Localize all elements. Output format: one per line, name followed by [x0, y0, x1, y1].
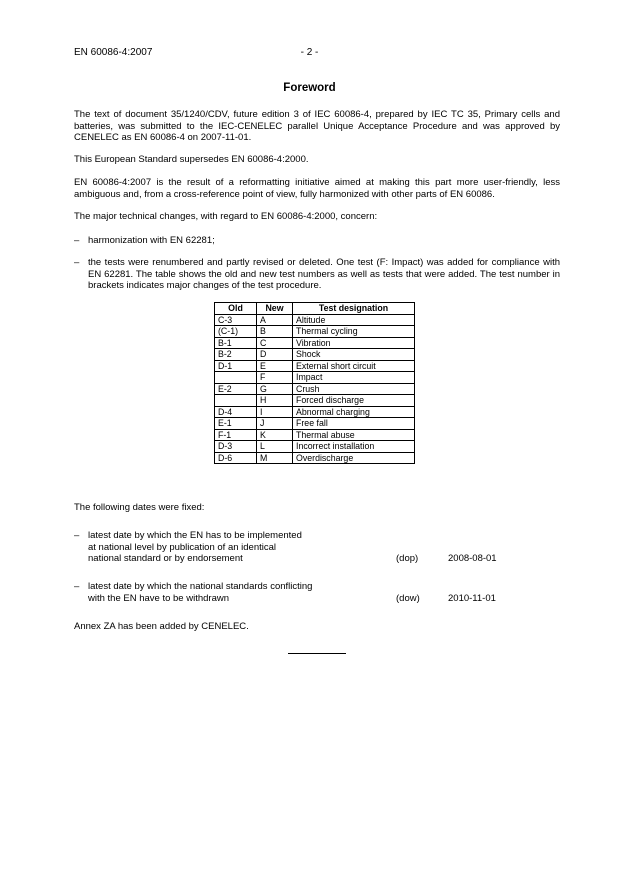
- cell-old: E-1: [215, 418, 257, 430]
- date-description: [88, 530, 388, 565]
- cell-designation: External short circuit: [293, 360, 415, 372]
- page-title: Foreword: [283, 82, 336, 94]
- paragraph-supersedes: This European Standard supersedes EN 60086-4:2000.: [74, 154, 309, 165]
- cell-designation: Crush: [293, 383, 415, 395]
- cell-old: D-1: [215, 360, 257, 372]
- cell-old: D-3: [215, 441, 257, 453]
- end-divider: [288, 653, 346, 654]
- bullet-dash: –: [74, 581, 80, 592]
- cell-old: [215, 395, 257, 407]
- cell-old: E-2: [215, 383, 257, 395]
- cell-new: L: [257, 441, 293, 453]
- cell-new: E: [257, 360, 293, 372]
- paragraph-reformatting: EN 60086-4:2007 is the result of a reformatting initiative aimed at making this part more user-friendly, less ambiguous and, from a cross-reference point of view, fully harmonized with other parts of EN 60086.: [74, 177, 560, 200]
- header-new: New: [257, 303, 293, 315]
- date-description: [88, 581, 388, 604]
- date-description-line: with the EN have to be withdrawn: [88, 592, 229, 604]
- cell-new: M: [257, 452, 293, 464]
- bullet-dash: –: [74, 530, 80, 541]
- cell-new: C: [257, 337, 293, 349]
- cell-designation: Impact: [293, 372, 415, 384]
- cell-new: H: [257, 395, 293, 407]
- cell-new: J: [257, 418, 293, 430]
- table-row: [215, 337, 415, 349]
- date-value: 2010-11-01: [448, 593, 496, 604]
- date-description-line: at national level by publication of an identical: [88, 541, 277, 553]
- table-row: [215, 314, 415, 326]
- cell-designation: Free fall: [293, 418, 415, 430]
- cell-new: I: [257, 406, 293, 418]
- paragraph-intro: The text of document 35/1240/CDV, future edition 3 of IEC 60086-4, prepared by IEC TC 35, Primary cells and batteries, was submitted to the IEC-CENELEC parallel Unique Acceptance Procedure and was approved by CENELEC as EN 60086-4 on 2007-11-01.: [74, 109, 560, 143]
- table-header-row: [215, 303, 415, 315]
- cell-new: B: [257, 326, 293, 338]
- cell-designation: Thermal abuse: [293, 429, 415, 441]
- bullet-dash: –: [74, 235, 80, 246]
- table-row: [215, 395, 415, 407]
- bullet-dash: –: [74, 257, 80, 268]
- cell-old: B-1: [215, 337, 257, 349]
- cell-designation: Forced discharge: [293, 395, 415, 407]
- paragraph-annex: Annex ZA has been added by CENELEC.: [74, 621, 249, 632]
- bullet-text: the tests were renumbered and partly revised or deleted. One test (F: Impact) was added for compliance with EN 62281. The table shows the old and new test numbers as well as tests that were added. The test number in brackets indicates major changes of the test procedure.: [88, 257, 560, 291]
- date-code: (dow): [396, 593, 420, 604]
- cell-new: A: [257, 314, 293, 326]
- cell-old: (C-1): [215, 326, 257, 338]
- cell-old: F-1: [215, 429, 257, 441]
- header-old: Old: [215, 303, 257, 315]
- cell-old: [215, 372, 257, 384]
- header-page-number: - 2 -: [300, 47, 319, 58]
- date-description-line: national standard or by endorsement: [88, 553, 243, 564]
- date-value: 2008-08-01: [448, 553, 497, 564]
- paragraph-changes: The major technical changes, with regard to EN 60086-4:2000, concern:: [74, 211, 378, 222]
- cell-designation: Altitude: [293, 314, 415, 326]
- cell-designation: Overdischarge: [293, 452, 415, 464]
- header-designation: Test designation: [293, 303, 415, 315]
- date-code: (dop): [396, 553, 419, 564]
- cell-old: B-2: [215, 349, 257, 361]
- test-numbers-table: [214, 302, 415, 464]
- table-row: [215, 326, 415, 338]
- table-row: [215, 406, 415, 418]
- table-row: [215, 383, 415, 395]
- cell-designation: Vibration: [293, 337, 415, 349]
- cell-new: K: [257, 429, 293, 441]
- table-row: [215, 418, 415, 430]
- date-description-line: latest date by which the national standards conflicting: [88, 581, 313, 592]
- table-row: [215, 441, 415, 453]
- cell-old: C-3: [215, 314, 257, 326]
- cell-designation: Shock: [293, 349, 415, 361]
- cell-designation: Thermal cycling: [293, 326, 415, 338]
- table-row: [215, 452, 415, 464]
- cell-new: G: [257, 383, 293, 395]
- cell-old: D-4: [215, 406, 257, 418]
- header-doc-id: EN 60086-4:2007: [74, 47, 153, 58]
- table-row: [215, 349, 415, 361]
- cell-designation: Abnormal charging: [293, 406, 415, 418]
- cell-designation: Incorrect installation: [293, 441, 415, 453]
- table-row: [215, 372, 415, 384]
- table-row: [215, 429, 415, 441]
- cell-new: F: [257, 372, 293, 384]
- bullet-text: harmonization with EN 62281;: [88, 235, 215, 246]
- paragraph-dates-intro: The following dates were fixed:: [74, 502, 205, 513]
- cell-old: D-6: [215, 452, 257, 464]
- cell-new: D: [257, 349, 293, 361]
- date-description-line: latest date by which the EN has to be implemented: [88, 530, 302, 541]
- table-row: [215, 360, 415, 372]
